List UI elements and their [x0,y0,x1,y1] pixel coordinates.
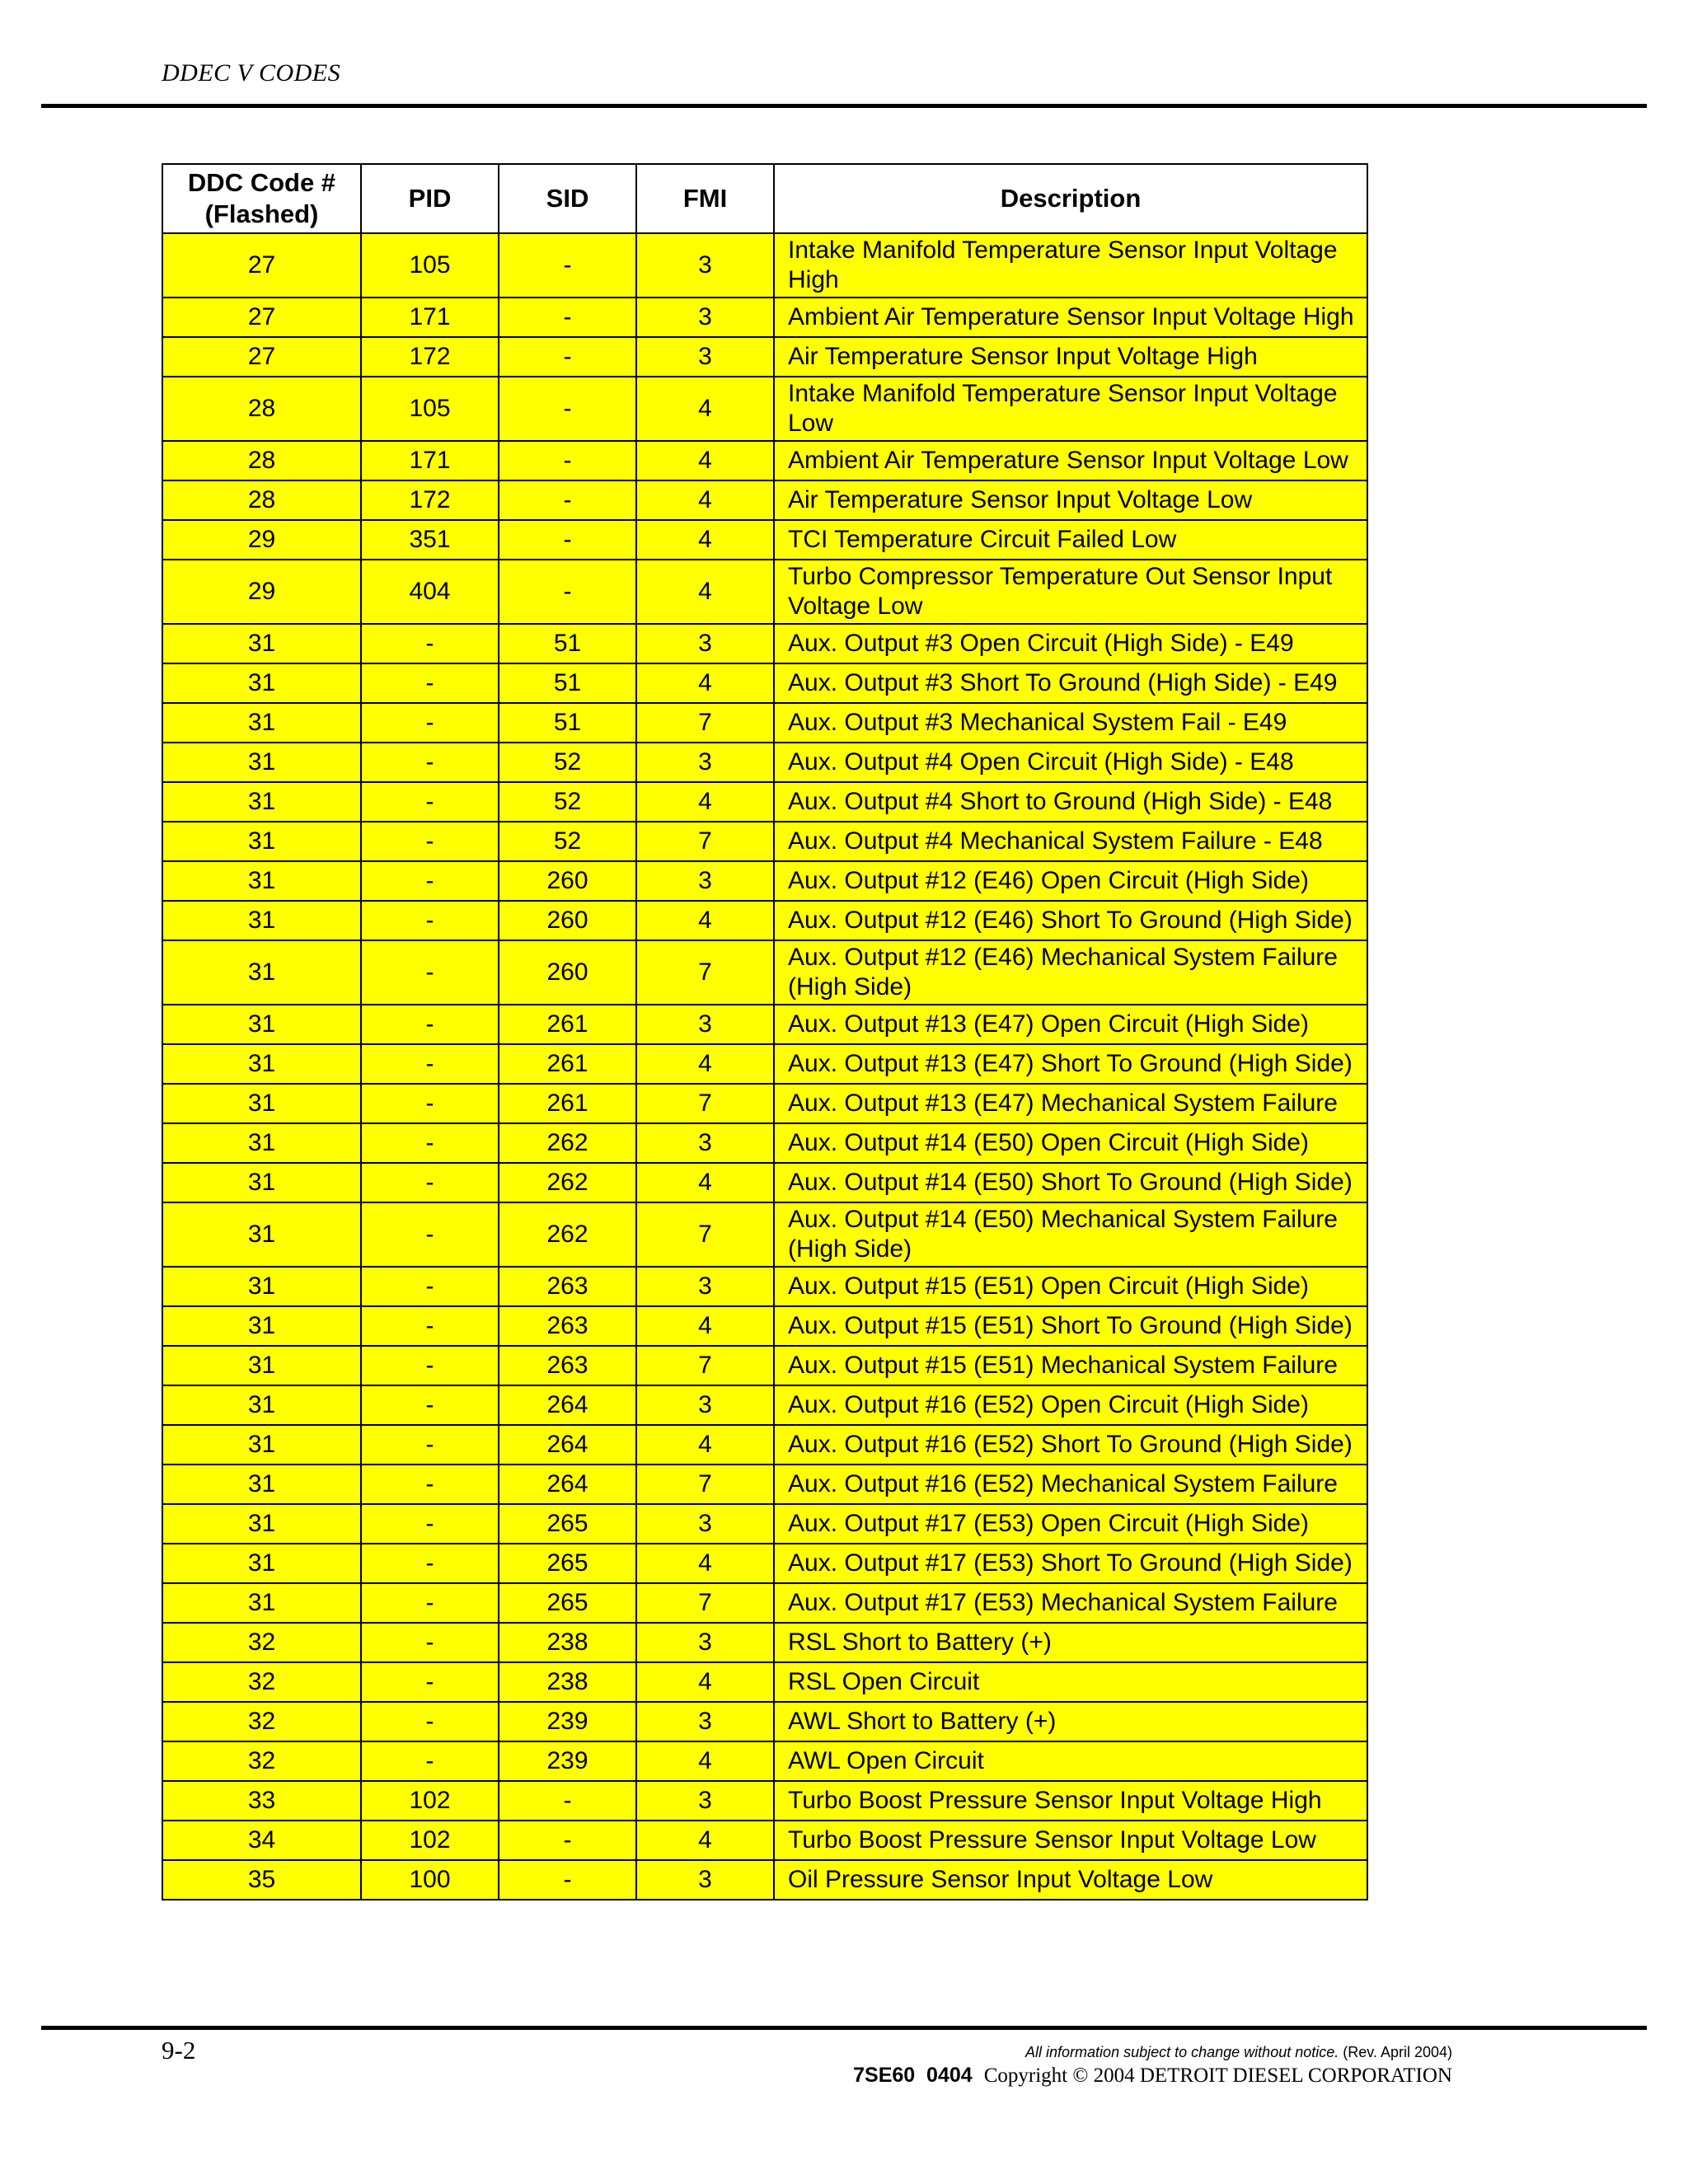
footer-notice-line [853,2042,1452,2062]
cell-sid: 263 [499,1267,636,1306]
cell-fmi: 7 [636,1465,774,1504]
cell-sid: 238 [499,1623,636,1662]
cell-description: Aux. Output #16 (E52) Short To Ground (High Side) [774,1425,1367,1465]
table-row [162,1385,1367,1425]
cell-fmi: 3 [636,1005,774,1044]
cell-description: Aux. Output #12 (E46) Mechanical System Failure (High Side) [774,940,1367,1005]
cell-pid: 171 [361,441,499,480]
cell-ddc-code: 31 [162,1465,361,1504]
cell-ddc-code: 31 [162,1504,361,1544]
cell-pid: - [361,1504,499,1544]
cell-pid: 105 [361,233,499,298]
cell-fmi: 4 [636,1821,774,1860]
table-row [162,1465,1367,1504]
cell-fmi: 4 [636,1662,774,1702]
cell-pid: - [361,1662,499,1702]
cell-fmi: 4 [636,520,774,560]
cell-pid: - [361,1044,499,1084]
cell-ddc-code: 31 [162,624,361,663]
table-row [162,743,1367,782]
cell-sid: - [499,480,636,520]
cell-fmi: 7 [636,822,774,861]
cell-description: Aux. Output #3 Short To Ground (High Side) - E49 [774,663,1367,703]
cell-ddc-code: 29 [162,520,361,560]
cell-description: Aux. Output #17 (E53) Short To Ground (High Side) [774,1544,1367,1583]
cell-ddc-code: 31 [162,1267,361,1306]
cell-description: TCI Temperature Circuit Failed Low [774,520,1367,560]
ddec-codes-table [162,163,1368,1900]
table-row [162,1163,1367,1202]
cell-ddc-code: 31 [162,1425,361,1465]
cell-ddc-code: 31 [162,940,361,1005]
cell-fmi: 3 [636,624,774,663]
cell-fmi: 7 [636,703,774,743]
cell-pid: - [361,940,499,1005]
cell-pid: - [361,782,499,822]
cell-sid: 264 [499,1425,636,1465]
cell-pid: - [361,663,499,703]
cell-ddc-code: 31 [162,1385,361,1425]
cell-pid: - [361,1346,499,1385]
cell-sid: 263 [499,1306,636,1346]
cell-pid: - [361,1306,499,1346]
cell-sid: - [499,1821,636,1860]
cell-pid: - [361,1005,499,1044]
table-row [162,703,1367,743]
revision-date: (Rev. April 2004) [1343,2044,1452,2060]
cell-description: AWL Open Circuit [774,1741,1367,1781]
cell-description: Aux. Output #15 (E51) Open Circuit (High Side) [774,1267,1367,1306]
table-row [162,1821,1367,1860]
cell-ddc-code: 31 [162,743,361,782]
cell-fmi: 3 [636,1623,774,1662]
cell-fmi: 7 [636,1583,774,1623]
table-row [162,233,1367,298]
table-row [162,480,1367,520]
table-row [162,1202,1367,1267]
cell-pid: - [361,1544,499,1583]
cell-fmi: 3 [636,1781,774,1821]
change-notice: All information subject to change without notice. [1025,2044,1339,2060]
cell-ddc-code: 31 [162,1084,361,1123]
table-row [162,624,1367,663]
cell-description: Aux. Output #15 (E51) Mechanical System Failure [774,1346,1367,1385]
cell-description: Aux. Output #17 (E53) Open Circuit (High Side) [774,1504,1367,1544]
table-row [162,1741,1367,1781]
cell-ddc-code: 31 [162,1583,361,1623]
cell-ddc-code: 31 [162,663,361,703]
cell-description: Turbo Boost Pressure Sensor Input Voltage High [774,1781,1367,1821]
cell-ddc-code: 31 [162,1044,361,1084]
cell-description: Air Temperature Sensor Input Voltage High [774,337,1367,377]
cell-pid: - [361,861,499,901]
cell-description: Aux. Output #12 (E46) Open Circuit (High Side) [774,861,1367,901]
cell-sid: 260 [499,861,636,901]
cell-fmi: 3 [636,337,774,377]
cell-description: Aux. Output #14 (E50) Short To Ground (High Side) [774,1163,1367,1202]
cell-pid: - [361,1163,499,1202]
column-header-ddc-code: DDC Code # (Flashed) [162,164,361,233]
cell-pid: - [361,1702,499,1741]
cell-pid: - [361,743,499,782]
page-number: 9-2 [162,2036,196,2064]
cell-pid: - [361,624,499,663]
cell-fmi: 3 [636,1123,774,1163]
table-row [162,1425,1367,1465]
cell-ddc-code: 27 [162,298,361,337]
cell-description: Turbo Compressor Temperature Out Sensor Input Voltage Low [774,560,1367,624]
cell-ddc-code: 31 [162,1202,361,1267]
cell-pid: 105 [361,377,499,441]
document-code: 7SE60 0404 [853,2064,973,2087]
cell-ddc-code: 31 [162,1163,361,1202]
cell-fmi: 4 [636,1044,774,1084]
cell-sid: 51 [499,703,636,743]
cell-description: RSL Short to Battery (+) [774,1623,1367,1662]
cell-sid: - [499,377,636,441]
cell-sid: 260 [499,901,636,940]
cell-sid: - [499,560,636,624]
cell-fmi: 4 [636,441,774,480]
cell-pid: - [361,1123,499,1163]
cell-sid: - [499,298,636,337]
cell-ddc-code: 31 [162,1346,361,1385]
cell-ddc-code: 31 [162,1005,361,1044]
cell-pid: - [361,1465,499,1504]
copyright-text: Copyright © 2004 DETROIT DIESEL CORPORATION [983,2064,1452,2087]
cell-description: Aux. Output #15 (E51) Short To Ground (High Side) [774,1306,1367,1346]
cell-fmi: 4 [636,663,774,703]
cell-ddc-code: 32 [162,1662,361,1702]
table-row [162,298,1367,337]
cell-description: Aux. Output #13 (E47) Mechanical System Failure [774,1084,1367,1123]
cell-fmi: 7 [636,940,774,1005]
cell-description: Oil Pressure Sensor Input Voltage Low [774,1860,1367,1900]
cell-pid: - [361,1267,499,1306]
cell-sid: 261 [499,1044,636,1084]
table-row [162,1583,1367,1623]
cell-description: Aux. Output #4 Mechanical System Failure - E48 [774,822,1367,861]
table-row [162,337,1367,377]
cell-ddc-code: 29 [162,560,361,624]
cell-pid: - [361,1741,499,1781]
cell-description: Aux. Output #17 (E53) Mechanical System Failure [774,1583,1367,1623]
cell-pid: 102 [361,1821,499,1860]
cell-description: Aux. Output #13 (E47) Short To Ground (High Side) [774,1044,1367,1084]
cell-fmi: 3 [636,1702,774,1741]
cell-description: Aux. Output #3 Mechanical System Fail - E49 [774,703,1367,743]
cell-fmi: 3 [636,233,774,298]
cell-sid: 261 [499,1005,636,1044]
cell-fmi: 3 [636,743,774,782]
cell-ddc-code: 31 [162,861,361,901]
cell-sid: 265 [499,1583,636,1623]
cell-sid: 262 [499,1163,636,1202]
cell-description: Turbo Boost Pressure Sensor Input Voltage Low [774,1821,1367,1860]
table-row [162,1346,1367,1385]
cell-fmi: 4 [636,1425,774,1465]
cell-fmi: 4 [636,480,774,520]
cell-description: RSL Open Circuit [774,1662,1367,1702]
cell-sid: - [499,233,636,298]
cell-sid: 51 [499,624,636,663]
cell-fmi: 3 [636,1385,774,1425]
header-rule [41,104,1647,108]
cell-ddc-code: 31 [162,782,361,822]
table-row [162,560,1367,624]
table-row [162,1662,1367,1702]
column-header-pid: PID [361,164,499,233]
table-row [162,377,1367,441]
table-row [162,901,1367,940]
cell-sid: 262 [499,1202,636,1267]
cell-fmi: 4 [636,1163,774,1202]
cell-fmi: 7 [636,1084,774,1123]
cell-ddc-code: 32 [162,1623,361,1662]
cell-pid: 102 [361,1781,499,1821]
cell-fmi: 3 [636,1267,774,1306]
cell-sid: 265 [499,1504,636,1544]
cell-sid: 52 [499,743,636,782]
column-header-fmi: FMI [636,164,774,233]
cell-ddc-code: 35 [162,1860,361,1900]
cell-sid: - [499,337,636,377]
table-row [162,822,1367,861]
cell-pid: - [361,1425,499,1465]
cell-pid: 351 [361,520,499,560]
cell-ddc-code: 33 [162,1781,361,1821]
cell-fmi: 3 [636,298,774,337]
cell-sid: 264 [499,1385,636,1425]
table-row [162,1005,1367,1044]
cell-pid: 404 [361,560,499,624]
table-row [162,663,1367,703]
cell-ddc-code: 31 [162,1306,361,1346]
cell-description: Aux. Output #4 Open Circuit (High Side) - E48 [774,743,1367,782]
table-row [162,1860,1367,1900]
footer-legal [853,2042,1452,2089]
cell-sid: - [499,1781,636,1821]
cell-description: Aux. Output #16 (E52) Mechanical System Failure [774,1465,1367,1504]
cell-ddc-code: 28 [162,377,361,441]
table-row [162,1084,1367,1123]
cell-fmi: 4 [636,1544,774,1583]
cell-ddc-code: 32 [162,1702,361,1741]
table-row [162,441,1367,480]
cell-description: Aux. Output #3 Open Circuit (High Side) - E49 [774,624,1367,663]
table-row [162,1306,1367,1346]
table-row [162,1702,1367,1741]
cell-pid: 172 [361,337,499,377]
cell-description: Aux. Output #13 (E47) Open Circuit (High Side) [774,1005,1367,1044]
cell-fmi: 7 [636,1346,774,1385]
column-header-sid: SID [499,164,636,233]
cell-fmi: 4 [636,782,774,822]
cell-description: Aux. Output #14 (E50) Mechanical System Failure (High Side) [774,1202,1367,1267]
cell-sid: 238 [499,1662,636,1702]
cell-description: AWL Short to Battery (+) [774,1702,1367,1741]
cell-pid: 171 [361,298,499,337]
cell-description: Aux. Output #12 (E46) Short To Ground (High Side) [774,901,1367,940]
footer-copyright-line [853,2062,1452,2089]
cell-ddc-code: 31 [162,1544,361,1583]
cell-ddc-code: 31 [162,822,361,861]
cell-pid: - [361,822,499,861]
table-row [162,1544,1367,1583]
cell-fmi: 3 [636,861,774,901]
table-row [162,1781,1367,1821]
table-row [162,1044,1367,1084]
cell-sid: 260 [499,940,636,1005]
table-row [162,940,1367,1005]
cell-pid: - [361,703,499,743]
cell-ddc-code: 31 [162,901,361,940]
cell-fmi: 4 [636,560,774,624]
cell-description: Ambient Air Temperature Sensor Input Voltage High [774,298,1367,337]
cell-pid: 100 [361,1860,499,1900]
cell-fmi: 7 [636,1202,774,1267]
cell-pid: - [361,1084,499,1123]
cell-sid: 52 [499,822,636,861]
cell-description: Aux. Output #16 (E52) Open Circuit (High Side) [774,1385,1367,1425]
cell-pid: - [361,1385,499,1425]
cell-description: Intake Manifold Temperature Sensor Input Voltage Low [774,377,1367,441]
cell-sid: 261 [499,1084,636,1123]
cell-description: Aux. Output #4 Short to Ground (High Side) - E48 [774,782,1367,822]
table-row [162,861,1367,901]
cell-sid: - [499,1860,636,1900]
cell-pid: 172 [361,480,499,520]
cell-fmi: 3 [636,1504,774,1544]
footer-rule [41,2026,1647,2030]
page-header-title: DDEC V CODES [162,59,341,87]
cell-fmi: 4 [636,901,774,940]
cell-ddc-code: 27 [162,233,361,298]
cell-description: Intake Manifold Temperature Sensor Input Voltage High [774,233,1367,298]
cell-fmi: 4 [636,1306,774,1346]
cell-pid: - [361,901,499,940]
cell-ddc-code: 28 [162,441,361,480]
cell-ddc-code: 28 [162,480,361,520]
cell-ddc-code: 32 [162,1741,361,1781]
cell-sid: - [499,441,636,480]
cell-sid: 51 [499,663,636,703]
cell-ddc-code: 34 [162,1821,361,1860]
cell-pid: - [361,1583,499,1623]
table-row [162,1123,1367,1163]
cell-sid: 262 [499,1123,636,1163]
cell-description: Ambient Air Temperature Sensor Input Voltage Low [774,441,1367,480]
cell-ddc-code: 31 [162,1123,361,1163]
cell-sid: 263 [499,1346,636,1385]
cell-ddc-code: 31 [162,703,361,743]
cell-fmi: 4 [636,1741,774,1781]
table-row [162,520,1367,560]
table-header-row [162,164,1367,233]
cell-description: Aux. Output #14 (E50) Open Circuit (High Side) [774,1123,1367,1163]
table-row [162,1504,1367,1544]
cell-ddc-code: 27 [162,337,361,377]
table-body [162,233,1367,1900]
cell-fmi: 4 [636,377,774,441]
cell-pid: - [361,1623,499,1662]
column-header-description: Description [774,164,1367,233]
cell-sid: 265 [499,1544,636,1583]
cell-sid: - [499,520,636,560]
cell-pid: - [361,1202,499,1267]
cell-sid: 264 [499,1465,636,1504]
cell-fmi: 3 [636,1860,774,1900]
table-row [162,1623,1367,1662]
cell-sid: 239 [499,1702,636,1741]
table-row [162,1267,1367,1306]
table-row [162,782,1367,822]
cell-sid: 52 [499,782,636,822]
cell-description: Air Temperature Sensor Input Voltage Low [774,480,1367,520]
cell-sid: 239 [499,1741,636,1781]
